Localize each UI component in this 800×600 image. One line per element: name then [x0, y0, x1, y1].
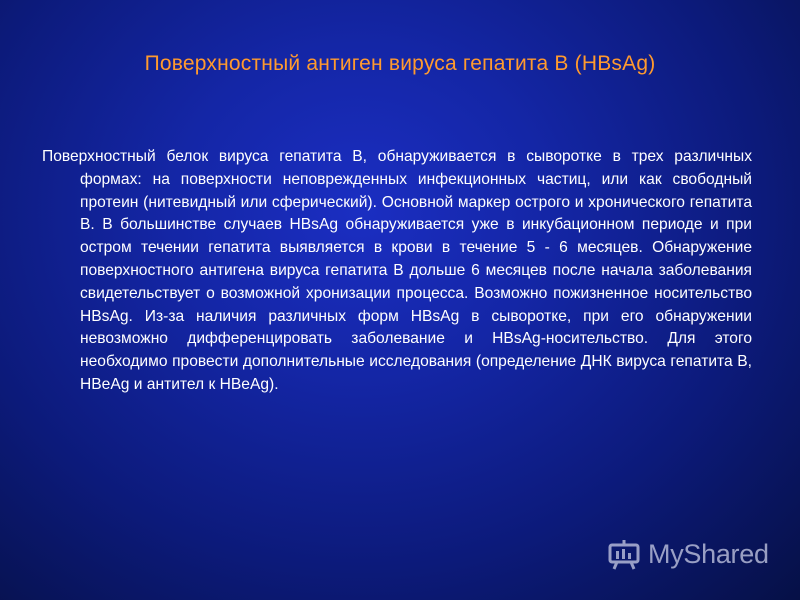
presentation-board-icon [606, 536, 642, 572]
watermark [606, 534, 769, 574]
slide-body-text: Поверхностный белок вируса гепатита В, обнаруживается в сыворотке в трех различных формах: на поверхности неповрежденных инфекционных частиц, или как свободный протеин (нитевидный или сферический). Основной маркер острого и хронического гепатита В. В большинстве случаев HBsAg обнаруживается уже в инкубационном периоде и при остром течении гепатита выявляется в крови в течение 5 - 6 месяцев. Обнаружение поверхностного антигена вируса гепатита В дольше 6 месяцев после начала заболевания свидетельствует о возможной хронизации процесса. Возможно пожизненное носительство HBsAg. Из-за наличия различных форм HBsAg в сыворотке, при его обнаружении невозможно дифференцировать заболевание и HBsAg-носительство. Для этого необходимо провести дополнительные исследования (определение ДНК вируса гепатита В, HBeAg и антител к HBeAg). [42, 148, 752, 393]
slide-title: Поверхностный антиген вируса гепатита В (HBsAg) [144, 52, 656, 75]
watermark-text: MyShared [648, 538, 769, 569]
